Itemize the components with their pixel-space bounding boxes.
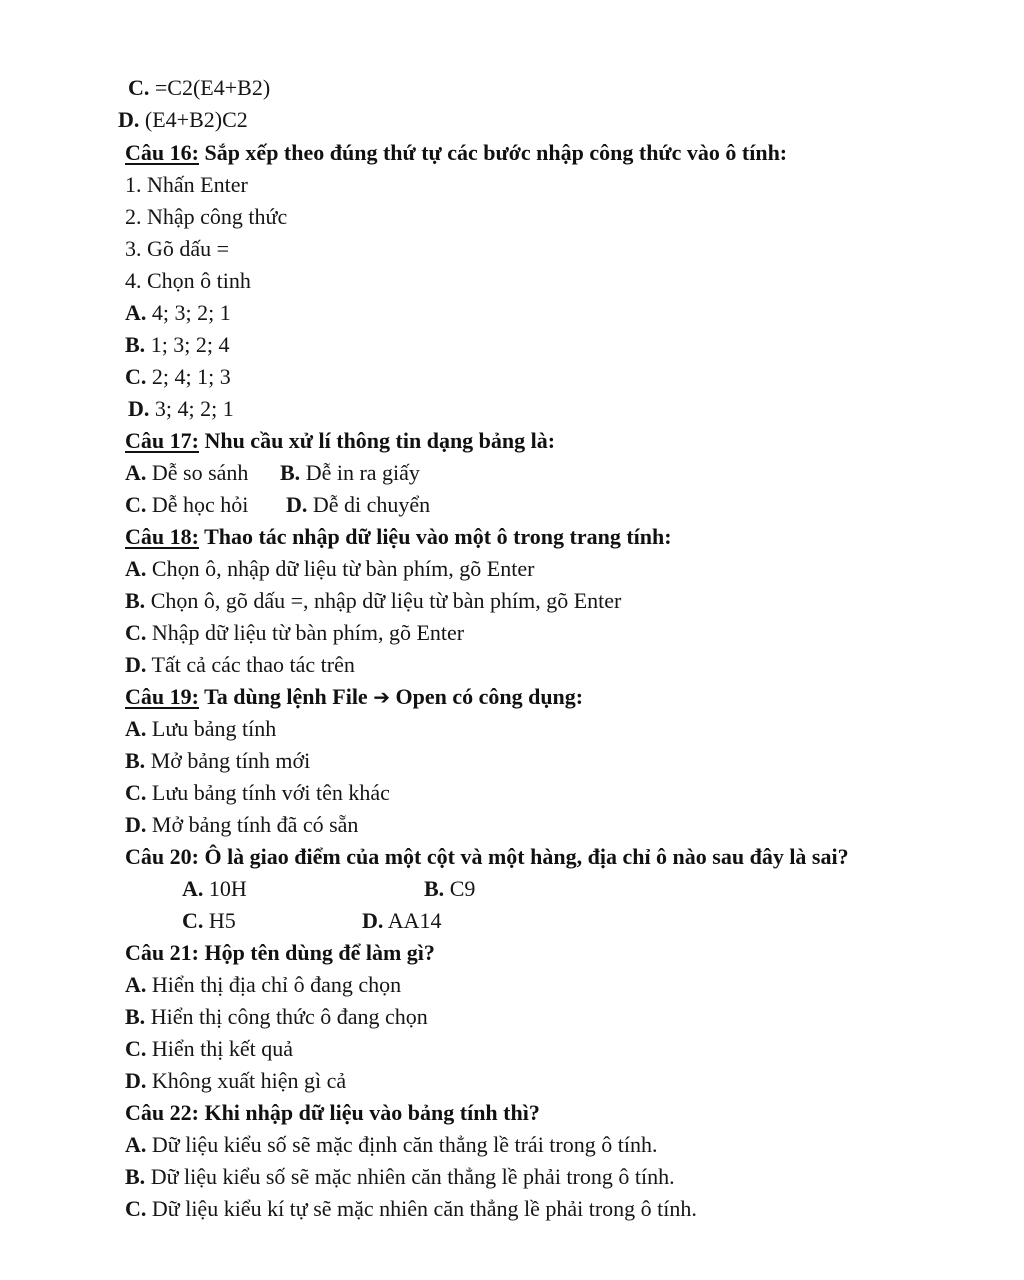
- option-text: Hiển thị địa chỉ ô đang chọn: [151, 972, 402, 997]
- option-line: [125, 780, 390, 806]
- option-text: Mở bảng tính đã có sẵn: [151, 812, 359, 837]
- option-line: [125, 1036, 293, 1062]
- option-line: [286, 492, 430, 518]
- option-line: [125, 1068, 346, 1094]
- question-number: Câu 22:: [125, 1100, 199, 1125]
- option-text: Dữ liệu kiểu số sẽ mặc nhiên căn thẳng lề phải trong ô tính.: [150, 1164, 675, 1189]
- option-label: B.: [125, 332, 146, 357]
- option-line: [424, 876, 475, 902]
- question-heading: [125, 524, 672, 550]
- option-label: C.: [125, 492, 147, 517]
- option-line: [125, 492, 248, 518]
- option-text: Không xuất hiện gì cả: [151, 1068, 347, 1093]
- question-heading: [125, 684, 583, 710]
- option-label: A.: [125, 1132, 147, 1157]
- step-line: 4. Chọn ô tinh: [125, 268, 251, 293]
- option-line: [182, 908, 236, 934]
- option-label: D.: [125, 812, 147, 837]
- option-text: Hiển thị kết quả: [151, 1036, 294, 1061]
- option-text: H5: [208, 908, 236, 933]
- option-line: [125, 1164, 675, 1190]
- arrow-right-icon: ➔: [373, 685, 390, 709]
- option-line: [182, 876, 247, 902]
- question-number: Câu 21:: [125, 940, 199, 965]
- question-text: Hộp tên dùng để làm gì?: [204, 940, 435, 965]
- option-line: [128, 396, 234, 422]
- option-text: 2; 4; 1; 3: [151, 364, 231, 389]
- option-label: A.: [182, 876, 204, 901]
- option-label: A.: [125, 556, 147, 581]
- question-number: Câu 17:: [125, 428, 199, 453]
- option-text: Hiển thị công thức ô đang chọn: [150, 1004, 428, 1029]
- option-label: D.: [118, 107, 140, 132]
- option-line: [125, 812, 358, 838]
- option-text: Lưu bảng tính với tên khác: [151, 780, 390, 805]
- option-text: Dễ di chuyển: [312, 492, 431, 517]
- option-line: [125, 588, 621, 614]
- option-text: Mở bảng tính mới: [150, 748, 311, 773]
- option-text: Dễ in ra giấy: [305, 460, 420, 485]
- option-label: B.: [125, 588, 146, 613]
- option-line: [125, 460, 248, 486]
- step-line: 2. Nhập công thức: [125, 204, 288, 229]
- question-heading: [125, 428, 555, 454]
- option-text: (E4+B2)C2: [144, 107, 248, 132]
- option-text: Dễ học hỏi: [151, 492, 249, 517]
- option-label: A.: [125, 460, 147, 485]
- option-text: Lưu bảng tính: [151, 716, 277, 741]
- option-label: C.: [125, 1196, 147, 1221]
- option-line: [125, 1196, 697, 1222]
- option-line: [125, 716, 276, 742]
- option-text: AA14: [387, 908, 442, 933]
- option-text: Dữ liệu kiểu kí tự sẽ mặc nhiên căn thẳng lề phải trong ô tính.: [151, 1196, 697, 1221]
- option-line: [128, 75, 270, 101]
- option-label: C.: [125, 780, 147, 805]
- question-text: Ta dùng lệnh File: [204, 684, 368, 709]
- option-text: Tất cả các thao tác trên: [151, 652, 355, 677]
- option-line: [125, 556, 534, 582]
- option-label: C.: [182, 908, 204, 933]
- option-text: 3; 4; 2; 1: [154, 396, 234, 421]
- question-heading: [125, 844, 849, 870]
- question-heading: [125, 1100, 540, 1126]
- option-line: [125, 748, 310, 774]
- option-line: [118, 107, 248, 133]
- question-text: Open có công dụng:: [395, 684, 584, 709]
- option-label: B.: [125, 1164, 146, 1189]
- option-label: B.: [125, 748, 146, 773]
- option-label: A.: [125, 716, 147, 741]
- option-line: [125, 300, 231, 326]
- option-line: [125, 332, 230, 358]
- option-label: C.: [128, 75, 150, 100]
- option-line: [362, 908, 441, 934]
- option-label: D.: [128, 396, 150, 421]
- option-text: Dễ so sánh: [151, 460, 249, 485]
- question-text: Khi nhập dữ liệu vào bảng tính thì?: [204, 1100, 540, 1125]
- option-text: 10H: [208, 876, 247, 901]
- option-label: C.: [125, 1036, 147, 1061]
- question-text: Thao tác nhập dữ liệu vào một ô trong trang tính:: [204, 524, 672, 549]
- question-number: Câu 16:: [125, 140, 199, 165]
- question-number: Câu 19:: [125, 684, 199, 709]
- option-text: Chọn ô, nhập dữ liệu từ bàn phím, gõ Enter: [151, 556, 535, 581]
- question-text: Sắp xếp theo đúng thứ tự các bước nhập công thức vào ô tính:: [204, 140, 788, 165]
- question-heading: [125, 940, 435, 966]
- step-line: 1. Nhấn Enter: [125, 172, 248, 197]
- option-text: Dữ liệu kiểu số sẽ mặc định căn thẳng lề trái trong ô tính.: [151, 1132, 658, 1157]
- option-line: [125, 1004, 428, 1030]
- question-text: Ô là giao điểm của một cột và một hàng, địa chỉ ô nào sau đây là sai?: [204, 844, 849, 869]
- option-line: [280, 460, 420, 486]
- question-heading: [125, 140, 787, 166]
- option-label: D.: [125, 652, 147, 677]
- option-label: D.: [125, 1068, 147, 1093]
- option-line: [125, 972, 401, 998]
- option-label: A.: [125, 300, 147, 325]
- option-line: [125, 652, 355, 678]
- option-label: B.: [125, 1004, 146, 1029]
- option-line: [125, 364, 231, 390]
- option-label: B.: [280, 460, 301, 485]
- option-text: Nhập dữ liệu từ bàn phím, gõ Enter: [151, 620, 465, 645]
- option-text: Chọn ô, gõ dấu =, nhập dữ liệu từ bàn phím, gõ Enter: [150, 588, 622, 613]
- question-text: Nhu cầu xử lí thông tin dạng bảng là:: [204, 428, 556, 453]
- option-label: B.: [424, 876, 445, 901]
- option-text: 4; 3; 2; 1: [151, 300, 231, 325]
- option-label: D.: [362, 908, 384, 933]
- option-text: 1; 3; 2; 4: [150, 332, 230, 357]
- option-label: D.: [286, 492, 308, 517]
- option-text: =C2(E4+B2): [154, 75, 271, 100]
- option-line: [125, 1132, 657, 1158]
- option-label: C.: [125, 620, 147, 645]
- option-label: A.: [125, 972, 147, 997]
- step-line: 3. Gõ dấu =: [125, 236, 230, 261]
- question-number: Câu 20:: [125, 844, 199, 869]
- option-label: C.: [125, 364, 147, 389]
- option-text: C9: [449, 876, 476, 901]
- question-number: Câu 18:: [125, 524, 199, 549]
- option-line: [125, 620, 464, 646]
